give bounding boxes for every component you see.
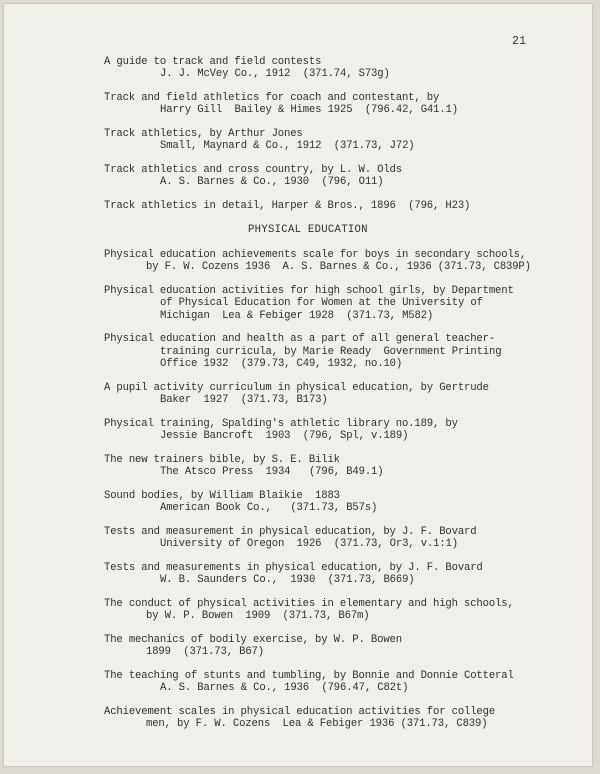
entry-publisher: 1899 (371.73, B67) bbox=[146, 646, 264, 659]
document-page bbox=[4, 4, 592, 766]
list-item bbox=[104, 598, 574, 623]
entry-publisher: A. S. Barnes & Co., 1936 (796.47, C82t) bbox=[160, 682, 409, 695]
entry-publisher: Harry Gill Bailey & Himes 1925 (796.42, G41.1) bbox=[160, 104, 458, 117]
entry-title: The conduct of physical activities in elementary and high schools, bbox=[104, 597, 514, 610]
entry-title: Tests and measurement in physical education, by J. F. Bovard bbox=[104, 525, 477, 538]
entry-title: The mechanics of bodily exercise, by W. P. Bowen bbox=[104, 633, 402, 646]
list-item bbox=[104, 706, 574, 731]
list-item bbox=[104, 634, 574, 659]
list-item bbox=[104, 562, 574, 587]
entry-title: Physical training, Spalding's athletic library no.189, by bbox=[104, 417, 458, 430]
entry-title: Achievement scales in physical education activities for college bbox=[104, 705, 496, 718]
entry-publisher: Jessie Bancroft 1903 (796, Spl, v.189) bbox=[160, 430, 409, 443]
entry-title: Sound bodies, by William Blaikie 1883 bbox=[104, 489, 340, 502]
list-item bbox=[104, 670, 574, 695]
entry-title: Physical education and health as a part of all general teacher- bbox=[104, 333, 496, 346]
entry-title: Physical education achievements scale for boys in secondary schools, bbox=[104, 249, 527, 261]
entry-title: The teaching of stunts and tumbling, by Bonnie and Donnie Cotteral bbox=[104, 669, 514, 682]
list-item bbox=[104, 382, 574, 407]
entry-title: A guide to track and field contests bbox=[104, 56, 322, 68]
entry-publisher: by W. P. Bowen 1909 (371.73, B67m) bbox=[146, 610, 370, 623]
entry-publisher: Baker 1927 (371.73, B173) bbox=[160, 394, 328, 407]
entry-title: Track athletics, by Arthur Jones bbox=[104, 128, 303, 140]
entry-title: Tests and measurements in physical education, by J. F. Bovard bbox=[104, 561, 483, 574]
entry-publisher: W. B. Saunders Co., 1930 (371.73, B669) bbox=[160, 574, 415, 587]
list-item bbox=[104, 164, 574, 189]
entry-publisher: A. S. Barnes & Co., 1930 (796, O11) bbox=[160, 176, 384, 189]
entry-title: A pupil activity curriculum in physical education, by Gertrude bbox=[104, 381, 489, 394]
entry-title: The new trainers bible, by S. E. Bilik bbox=[104, 453, 340, 466]
entry-publisher: University of Oregon 1926 (371.73, Or3, v.1:1) bbox=[160, 538, 458, 551]
entry-publisher: The Atsco Press 1934 (796, B49.1) bbox=[160, 466, 384, 479]
list-item bbox=[104, 249, 574, 274]
entry-publisher: American Book Co., (371.73, B57s) bbox=[160, 502, 378, 515]
list-item bbox=[104, 128, 574, 153]
entry-continuation: of Physical Education for Women at the University of bbox=[160, 297, 483, 310]
page-number: 21 bbox=[512, 35, 527, 48]
list-item bbox=[104, 285, 574, 322]
entry-publisher: Michigan Lea & Febiger 1928 (371.73, M582) bbox=[160, 309, 434, 322]
entry-publisher: by F. W. Cozens 1936 A. S. Barnes & Co., 1936 (371.73, C839P) bbox=[146, 261, 531, 274]
entry-title: Track and field athletics for coach and contestant, by bbox=[104, 92, 440, 104]
list-item bbox=[104, 56, 574, 81]
list-item bbox=[104, 92, 574, 117]
entry-publisher: Office 1932 (379.73, C49, 1932, no.10) bbox=[160, 358, 403, 371]
bibliography-list bbox=[104, 56, 574, 742]
entry-publisher: men, by F. W. Cozens Lea & Febiger 1936 (371.73, C839) bbox=[146, 718, 488, 731]
list-item bbox=[104, 454, 574, 479]
entry-publisher: Small, Maynard & Co., 1912 (371.73, J72) bbox=[160, 140, 415, 153]
entry-title: Track athletics and cross country, by L. W. Olds bbox=[104, 164, 402, 176]
list-item bbox=[104, 200, 574, 212]
entry-publisher: J. J. McVey Co., 1912 (371.74, S73g) bbox=[160, 68, 390, 81]
entry-title: Physical education activities for high school girls, by Department bbox=[104, 285, 514, 297]
section-heading: PHYSICAL EDUCATION bbox=[248, 223, 368, 236]
list-item bbox=[104, 418, 574, 443]
list-item bbox=[104, 526, 574, 551]
list-item bbox=[104, 333, 574, 370]
list-item bbox=[104, 490, 574, 515]
entry-title: Track athletics in detail, Harper & Bros., 1896 (796, H23) bbox=[104, 200, 471, 212]
entry-continuation: training curricula, by Marie Ready Government Printing bbox=[160, 345, 502, 358]
